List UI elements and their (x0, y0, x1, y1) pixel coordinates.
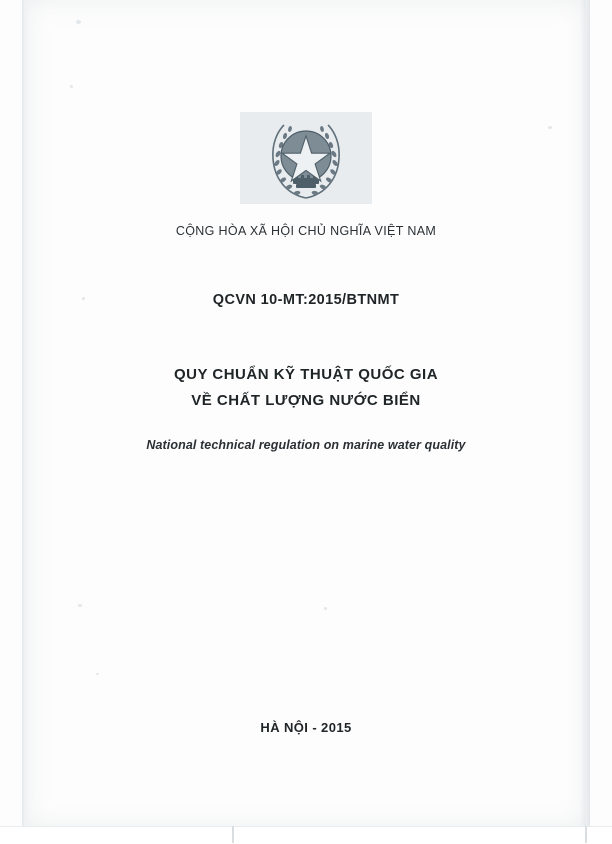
english-subtitle: National technical regulation on marine water quality (146, 438, 466, 452)
vietnam-national-emblem-icon (266, 114, 346, 202)
title-line-1: QUY CHUẨN KỸ THUẬT QUỐC GIA (173, 366, 439, 383)
country-name-line: CỘNG HÒA XÃ HỘI CHỦ NGHĨA VIỆT NAM (175, 224, 437, 238)
standard-code: QCVN 10-MT:2015/BTNMT (212, 292, 400, 308)
national-emblem-block (240, 112, 372, 204)
title-line-2: VỀ CHẤT LƯỢNG NƯỚC BIỂN (191, 392, 421, 409)
place-and-year: HÀ NỘI - 2015 (260, 720, 352, 735)
scan-bottom-mark-right (585, 826, 587, 843)
scan-bottom-mark-left (232, 826, 234, 843)
page-bottom-margin (0, 826, 612, 844)
document-title (0, 362, 612, 414)
